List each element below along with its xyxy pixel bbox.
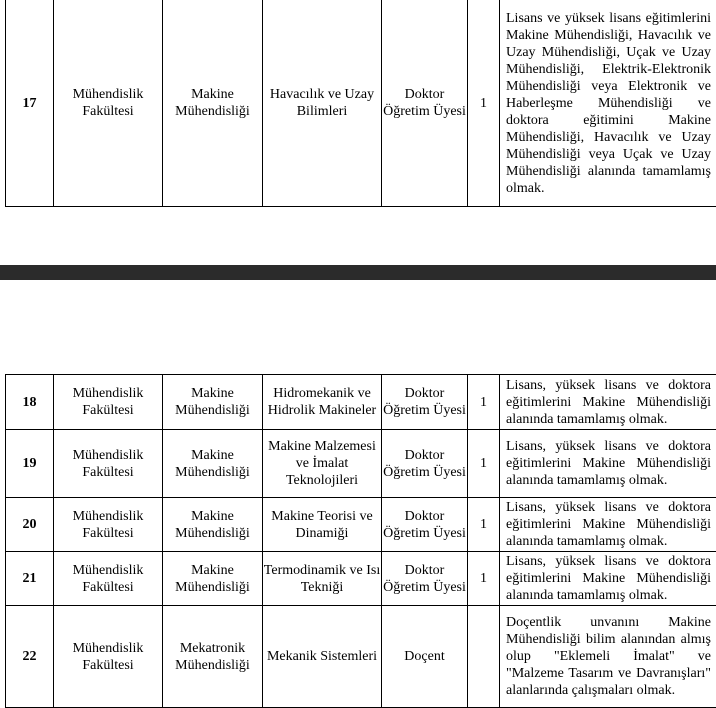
count-cell: 1	[468, 375, 500, 430]
count-cell	[468, 606, 500, 708]
department-cell: Makine Mühendisliği	[163, 0, 263, 207]
row-number: 21	[6, 552, 54, 606]
title-cell: Doktor Öğretim Üyesi	[382, 375, 468, 430]
table-row	[6, 552, 716, 606]
department-cell: Makine Mühendisliği	[163, 375, 263, 430]
title-cell: Doktor Öğretim Üyesi	[382, 0, 468, 207]
requirement-text: Lisans, yüksek lisans ve doktora eğitimlerini Makine Mühendisliği alanında tamamlamış olmak.	[506, 500, 711, 549]
row-number: 19	[6, 430, 54, 498]
row-number: 20	[6, 498, 54, 552]
requirement-cell	[500, 606, 716, 708]
row-number: 18	[6, 375, 54, 430]
count-cell: 1	[468, 552, 500, 606]
requirement-cell	[500, 430, 716, 498]
discipline-cell: Termodinamik ve Isı Tekniği	[263, 552, 382, 606]
count-cell: 1	[468, 0, 500, 207]
table-row	[6, 0, 716, 207]
department-cell: Makine Mühendisliği	[163, 552, 263, 606]
requirement-cell	[500, 0, 716, 207]
department-cell: Mekatronik Mühendisliği	[163, 606, 263, 708]
faculty-cell: Mühendislik Fakültesi	[54, 0, 163, 207]
department-cell: Makine Mühendisliği	[163, 430, 263, 498]
table-row	[6, 498, 716, 552]
discipline-cell: Makine Malzemesi ve İmalat Teknolojileri	[263, 430, 382, 498]
faculty-cell: Mühendislik Fakültesi	[54, 552, 163, 606]
table-row	[6, 430, 716, 498]
requirement-text: Lisans, yüksek lisans ve doktora eğitimlerini Makine Mühendisliği alanında tamamlamış olmak.	[506, 377, 711, 427]
requirement-cell	[500, 375, 716, 430]
faculty-cell: Mühendislik Fakültesi	[54, 606, 163, 708]
count-cell: 1	[468, 498, 500, 552]
title-cell: Doktor Öğretim Üyesi	[382, 430, 468, 498]
count-cell: 1	[468, 430, 500, 498]
row-number: 17	[6, 0, 54, 207]
title-cell: Doçent	[382, 606, 468, 708]
title-cell: Doktor Öğretim Üyesi	[382, 498, 468, 552]
requirement-text: Doçentlik unvanını Makine Mühendisliği bilim alanından almış olup "Eklemeli İmalat" ve "Malzeme Tasarım ve Davranışları" alanlarında çalışmaları olmak.	[506, 615, 711, 698]
discipline-cell: Havacılık ve Uzay Bilimleri	[263, 0, 382, 207]
faculty-cell: Mühendislik Fakültesi	[54, 375, 163, 430]
requirement-text: Lisans, yüksek lisans ve doktora eğitimlerini Makine Mühendisliği alanında tamamlamış olmak.	[506, 554, 711, 603]
table-row	[6, 606, 716, 708]
row-number: 22	[6, 606, 54, 708]
page-break-bar	[0, 265, 716, 280]
requirement-text: Lisans ve yüksek lisans eğitimlerini Makine Mühendisliği, Havacılık ve Uzay Mühendisliği, Uçak ve Uzay Mühendisliği, Elektrik-Elektronik Mühendisliği veya Elektronik ve Haberleşme Mühendisliği ve doktora eğitimini Makine Mühendisliği, Havacılık ve Uzay Mühendisliği veya Uçak ve Uzay Mühendisliği alanında tamamlamış olmak.	[506, 10, 711, 196]
table-row	[6, 375, 716, 430]
title-cell: Doktor Öğretim Üyesi	[382, 552, 468, 606]
position-table-top	[5, 0, 716, 207]
requirement-cell	[500, 498, 716, 552]
discipline-cell: Mekanik Sistemleri	[263, 606, 382, 708]
department-cell: Makine Mühendisliği	[163, 498, 263, 552]
faculty-cell: Mühendislik Fakültesi	[54, 498, 163, 552]
discipline-cell: Hidromekanik ve Hidrolik Makineler	[263, 375, 382, 430]
faculty-cell: Mühendislik Fakültesi	[54, 430, 163, 498]
requirement-cell	[500, 552, 716, 606]
requirement-text: Lisans, yüksek lisans ve doktora eğitimlerini Makine Mühendisliği alanında tamamlamış olmak.	[506, 439, 711, 488]
position-table-bottom	[5, 374, 716, 708]
discipline-cell: Makine Teorisi ve Dinamiği	[263, 498, 382, 552]
